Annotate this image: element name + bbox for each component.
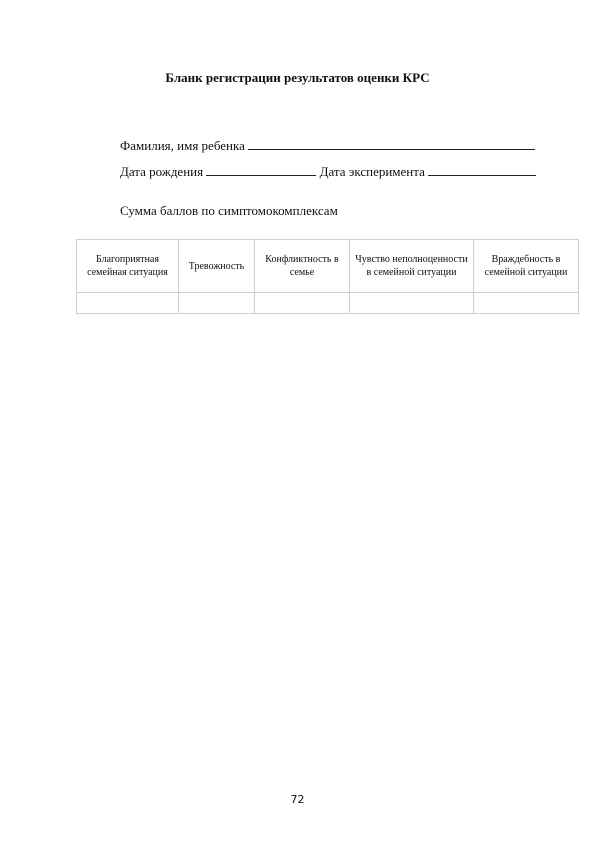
column-header: Конфликтность в семье: [255, 240, 350, 293]
child-name-label: Фамилия, имя ребенка: [120, 138, 245, 153]
column-header: Враждебность в семейной ситуации: [474, 240, 579, 293]
experiment-date-label: Дата эксперимента: [319, 164, 425, 179]
child-name-blank[interactable]: [248, 138, 535, 150]
birth-date-label: Дата рождения: [120, 164, 204, 179]
table-cell[interactable]: [255, 293, 350, 314]
table-cell[interactable]: [350, 293, 474, 314]
sum-label: Сумма баллов по симптомокомплексам: [120, 203, 338, 218]
table-cell[interactable]: [474, 293, 579, 314]
results-table: [76, 239, 579, 314]
birth-date-blank[interactable]: [206, 164, 316, 176]
dates-row: [120, 164, 536, 180]
table-row: [77, 293, 579, 314]
child-name-row: [120, 138, 535, 154]
form-title: Бланк регистрации результатов оценки КРС: [165, 70, 430, 85]
column-header: Благоприятная семейная ситуация: [77, 240, 179, 293]
table-cell[interactable]: [179, 293, 255, 314]
column-header: Тревожность: [179, 240, 255, 293]
page-number: 72: [290, 793, 305, 806]
column-header: Чувство неполноценности в семейной ситуации: [350, 240, 474, 293]
table-cell[interactable]: [77, 293, 179, 314]
table-header-row: [77, 240, 579, 293]
experiment-date-blank[interactable]: [428, 164, 536, 176]
